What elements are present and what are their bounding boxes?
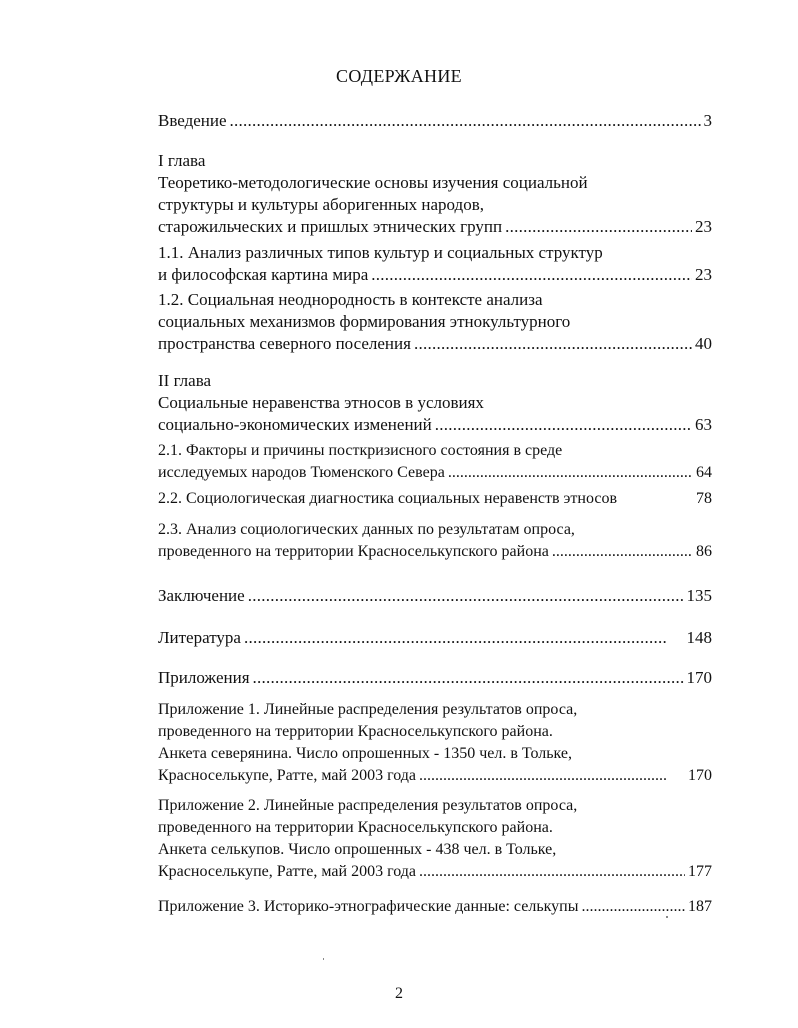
section-title-line: 2.1. Факторы и причины посткризисного состояния в среде (158, 442, 563, 459)
toc-entry-label: Литература (158, 628, 241, 647)
toc-entry-label: Введение (158, 111, 227, 130)
chapter-heading: II глава (158, 371, 212, 390)
chapter-heading: I глава (158, 151, 206, 170)
leader-dots (244, 627, 667, 649)
chapter-title-line: социально-экономических изменений (158, 415, 432, 434)
toc-page-number: 170 (688, 767, 712, 784)
toc-entry-label: Заключение (158, 586, 245, 605)
leader-dots (435, 414, 692, 436)
appendix-title-line: проведенного на территории Красноселькупского района. (158, 819, 553, 836)
chapter-title-line: Социальные неравенства этносов в условиях (158, 393, 484, 412)
toc-entry-label: 2.2. Социологическая диагностика социальных неравенств этносов (158, 490, 618, 507)
toc-entry-1-1 (158, 264, 712, 286)
toc-entry-chapter2 (158, 414, 712, 436)
toc-page-number: 23 (695, 217, 712, 236)
page-number: 2 (395, 985, 403, 1002)
leader-dots (581, 896, 685, 918)
appendix-title-line: Приложение 1. Линейные распределения результатов опроса, (158, 701, 578, 718)
appendix-title-line: Красноселькупе, Ратте, май 2003 года (158, 863, 417, 880)
toc-page-number: 23 (695, 265, 712, 284)
leader-dots (230, 110, 701, 132)
toc-page-number: 64 (696, 464, 712, 481)
toc-entry-appendices (158, 667, 712, 689)
toc-entry-appendix-1 (158, 765, 712, 787)
toc-page-number: 63 (695, 415, 712, 434)
leader-dots (414, 333, 692, 355)
appendix-title-line: Красноселькупе, Ратте, май 2003 года (158, 767, 417, 784)
section-title-line: и философская картина мира (158, 265, 369, 284)
toc-entry-label: Приложения (158, 668, 250, 687)
chapter-title-line: старожильческих и пришлых этнических групп (158, 217, 503, 236)
toc-page-number: 170 (686, 668, 712, 687)
toc-entry-1-2 (158, 333, 712, 355)
toc-entry-2-1 (158, 462, 712, 484)
toc-page-number: 187 (688, 898, 712, 915)
section-title-line: 1.2. Социальная неоднородность в контексте анализа (158, 290, 543, 309)
toc-page-number: 86 (696, 543, 712, 560)
section-title-line: пространства северного поселения (158, 334, 411, 353)
toc-page-number: 135 (686, 586, 712, 605)
toc-page-number: 78 (696, 490, 712, 507)
scan-speck (666, 916, 668, 918)
toc-page-number: 3 (703, 111, 712, 130)
toc-entry-appendix-2 (158, 861, 712, 883)
appendix-title-line: проведенного на территории Красноселькупского района. (158, 723, 553, 740)
leader-dots (448, 462, 693, 484)
toc-entry-2-2 (158, 488, 712, 510)
section-title-line: 1.1. Анализ различных типов культур и социальных структур (158, 243, 603, 262)
leader-dots (419, 765, 666, 787)
toc-page-number: 40 (695, 334, 712, 353)
section-title-line: социальных механизмов формирования этнокультурного (158, 312, 571, 331)
leader-dots (248, 585, 684, 607)
chapter-title-line: структуры и культуры аборигенных народов, (158, 195, 484, 214)
leader-dots (253, 667, 684, 689)
appendix-title-line: Анкета селькупов. Число опрошенных - 438 чел. в Тольке, (158, 841, 557, 858)
scan-speck (323, 958, 324, 960)
appendix-title-line: Приложение 2. Линейные распределения результатов опроса, (158, 797, 578, 814)
toc-entry-intro (158, 110, 712, 132)
toc-entry-2-3 (158, 541, 712, 563)
toc-page-number: 177 (688, 863, 712, 880)
section-title-line: 2.3. Анализ социологических данных по результатам опроса, (158, 521, 575, 538)
leader-dots (419, 861, 685, 883)
appendix-title-line: Анкета северянина. Число опрошенных - 1350 чел. в Тольке, (158, 745, 573, 762)
leader-dots (371, 264, 692, 286)
section-title-line: проведенного на территории Красноселькупского района (158, 543, 549, 560)
toc-page-number: 148 (686, 628, 712, 647)
toc-entry-conclusion (158, 585, 712, 607)
toc-entry-literature (158, 627, 712, 649)
toc-entry-chapter1 (158, 216, 712, 238)
page-title: СОДЕРЖАНИЕ (336, 66, 462, 86)
toc-entry-label: Приложение 3. Историко-этнографические данные: селькупы (158, 898, 579, 915)
section-title-line: исследуемых народов Тюменского Севера (158, 464, 445, 481)
leader-dots (505, 216, 692, 238)
leader-dots (552, 541, 693, 563)
chapter-title-line: Теоретико-методологические основы изучения социальной (158, 173, 588, 192)
toc-entry-appendix-3 (158, 896, 712, 918)
